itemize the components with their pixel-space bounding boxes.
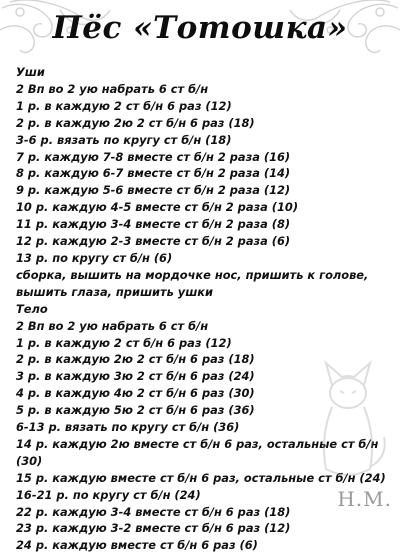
instruction-line: 7 р. каждую 7-8 вместе ст б/н 2 раза (16) — [16, 149, 291, 164]
instruction-line: 2 р. в каждую 2ю 2 ст б/н 6 раз (18) — [16, 352, 255, 367]
watermark-initials: Н.М. — [337, 487, 392, 511]
instruction-line: 16-21 р. по кругу ст б/н (24) — [16, 487, 201, 502]
cat-watermark-icon — [302, 357, 394, 489]
instruction-line: 2 р. в каждую 2ю 2 ст б/н 6 раз (18) — [16, 115, 255, 130]
instruction-line: 4 р. в каждую 4ю 2 ст б/н 6 раз (30) — [16, 386, 255, 401]
section-heading-ears: Уши — [16, 65, 45, 79]
instruction-line: 13 р. по кругу ст б/н (6) — [16, 250, 173, 265]
instruction-line: 23 р. каждую 3-2 вместе ст б/н 6 раз (12) — [16, 521, 291, 536]
instruction-line: 3-6 р. вязать по кругу ст б/н (18) — [16, 132, 232, 147]
instruction-line: 9 р. каждую 5-6 вместе ст б/н 2 раза (12) — [16, 183, 291, 198]
instruction-line: 14 р. каждую 2ю вместе ст б/н 6 раз, остальные ст б/н (30) — [16, 436, 379, 468]
instruction-line: 2 Вп во 2 ую набрать 6 ст б/н — [16, 81, 209, 96]
instruction-line: 2 Вп во 2 ую набрать 6 ст б/н — [16, 318, 209, 333]
instruction-line: 5 р. в каждую 5ю 2 ст б/н 6 раз (36) — [16, 403, 255, 418]
instruction-line: 22 р. каждую 3-4 вместе ст б/н 6 раз (18) — [16, 504, 291, 519]
instruction-line: 15 р. каждую вместе ст б/н 6 раз, остальные ст б/н (24) — [16, 470, 386, 485]
page-title: Пёс «Тотошка» — [52, 10, 348, 46]
assembly-note: сборка, вышить на мордочке нос, пришить к голове, вышить глаза, пришить ушки — [16, 267, 369, 299]
instruction-line: 1 р. в каждую 2 ст б/н 6 раз (12) — [16, 98, 232, 113]
instruction-line: 8 р. каждую 6-7 вместе ст б/н 2 раза (14) — [16, 166, 291, 181]
instruction-line: 11 р. каждую 3-4 вместе ст б/н 2 раза (8) — [16, 217, 291, 232]
instruction-line: 6-13 р. вязать по кругу ст б/н (36) — [16, 420, 240, 435]
instruction-line: 24 р. каждую вместе ст б/н 6 раз (6) — [16, 538, 258, 553]
instruction-line: 3 р. в каждую 3ю 2 ст б/н 6 раз (24) — [16, 369, 255, 384]
section-heading-body: Тело — [16, 301, 48, 316]
instruction-line: 12 р. каждую 2-3 вместе ст б/н 2 раза (6) — [16, 234, 291, 249]
instruction-line: 1 р. в каждую 2 ст б/н 6 раз (12) — [16, 335, 232, 350]
instruction-line: 10 р. каждую 4-5 вместе ст б/н 2 раза (10) — [16, 200, 299, 215]
